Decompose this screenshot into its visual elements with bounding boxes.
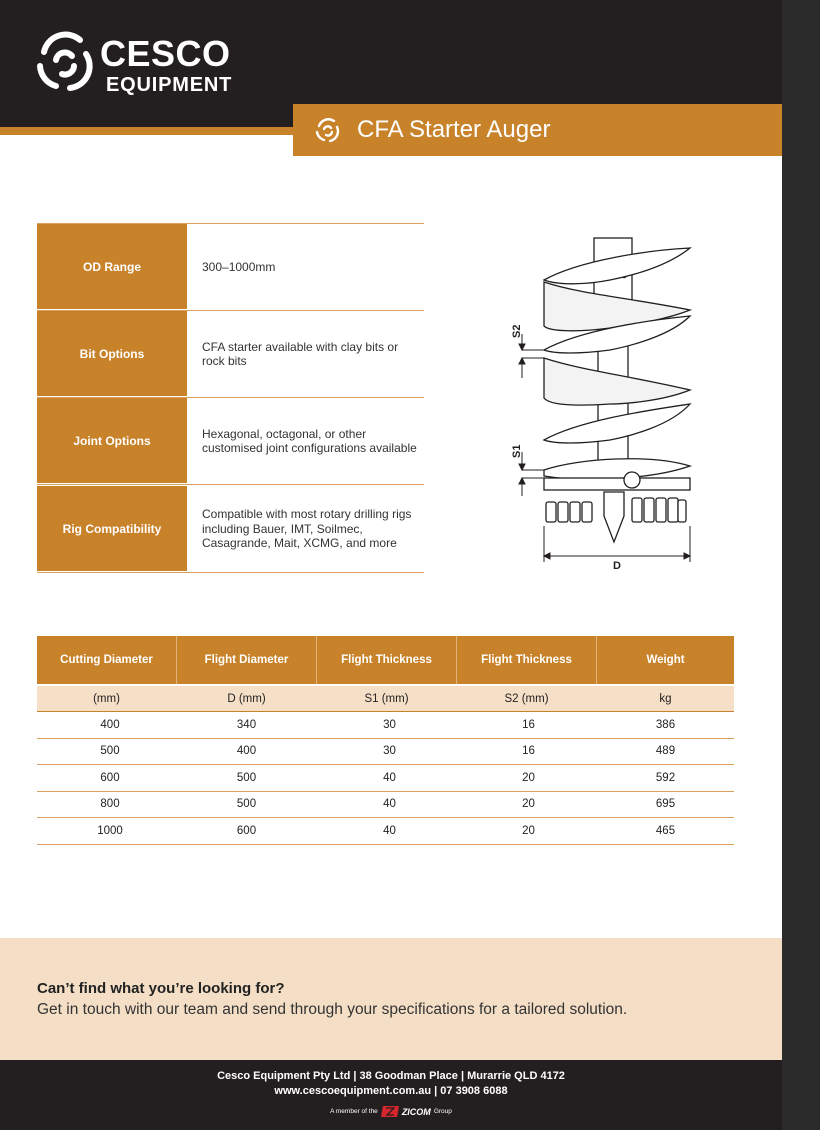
- table-cell: 40: [383, 824, 396, 837]
- table-cell: 16: [522, 745, 535, 758]
- unit-cell: D (mm): [227, 692, 266, 705]
- callout-text: Get in touch with our team and send through your specifications for a tailored solution.: [37, 1001, 628, 1018]
- table-row: [37, 765, 734, 792]
- table-cell: 489: [655, 745, 676, 758]
- spec-value: CFA starter available with clay bits or rock bits: [202, 339, 399, 368]
- footer: [0, 1060, 782, 1130]
- column-header: Flight Thickness: [481, 654, 572, 666]
- callout-heading: Can’t find what you’re looking for?: [37, 980, 285, 997]
- zicom-logo-icon: [381, 1106, 399, 1117]
- table-cell: 40: [383, 798, 396, 811]
- spec-row: [37, 311, 424, 398]
- table-cell: 20: [522, 771, 535, 784]
- group-membership: [0, 1106, 782, 1117]
- group-suffix: Group: [433, 1108, 452, 1115]
- dimension-label-s1: S1: [511, 444, 523, 458]
- spec-row: [37, 224, 424, 311]
- brand-name: CESCO: [100, 33, 231, 74]
- spec-row: [37, 486, 424, 573]
- column-header: Cutting Diameter: [60, 654, 153, 666]
- table-cell: 400: [236, 745, 257, 758]
- viewer-background: [782, 0, 820, 1130]
- member-prefix: A member of the: [330, 1108, 378, 1115]
- table-cell: 500: [236, 771, 257, 784]
- spec-value: 300–1000mm: [202, 259, 276, 274]
- units-row: [37, 686, 734, 712]
- table-cell: 340: [236, 718, 257, 731]
- dimension-table-header: [37, 636, 734, 684]
- company-address: Cesco Equipment Pty Ltd | 38 Goodman Place | Murarrie QLD 4172: [217, 1070, 565, 1082]
- product-title-bar: [293, 104, 782, 156]
- table-row: [37, 818, 734, 845]
- group-name: ZICOM: [401, 1106, 431, 1117]
- dimension-label-s2: S2: [511, 324, 523, 338]
- table-cell: 800: [100, 798, 120, 811]
- table-cell: 16: [522, 718, 535, 731]
- cesco-logo-icon: [34, 30, 96, 94]
- spec-value: Compatible with most rotary drilling rigs including Bauer, IMT, Soilmec, Casagrande, Mait, XCMG, and more: [202, 507, 412, 551]
- unit-cell: kg: [659, 692, 672, 705]
- unit-cell: S2 (mm): [504, 692, 549, 705]
- column-header: Weight: [646, 654, 685, 666]
- table-cell: 500: [236, 798, 257, 811]
- column-header: Flight Diameter: [204, 654, 289, 666]
- dimension-label-d: D: [613, 560, 621, 572]
- table-row: [37, 712, 734, 739]
- table-cell: 1000: [97, 824, 123, 837]
- table-cell: 40: [383, 771, 396, 784]
- contact-callout: [0, 938, 782, 1060]
- spec-label: Rig Compatibility: [37, 486, 187, 572]
- accent-stripe: [0, 127, 300, 135]
- table-cell: 500: [100, 745, 120, 758]
- spec-value: Hexagonal, octagonal, or other customised joint configurations available: [202, 426, 417, 455]
- column-header: Flight Thickness: [341, 654, 432, 666]
- unit-cell: (mm): [93, 692, 120, 705]
- spec-label: Bit Options: [37, 311, 187, 397]
- table-cell: 600: [236, 824, 257, 837]
- auger-diagram: [500, 230, 700, 575]
- table-cell: 695: [655, 798, 676, 811]
- table-cell: 20: [522, 824, 535, 837]
- table-cell: 20: [522, 798, 535, 811]
- table-row: [37, 792, 734, 819]
- table-cell: 30: [383, 745, 396, 758]
- brand-subname: EQUIPMENT: [106, 74, 233, 96]
- table-cell: 386: [655, 718, 676, 731]
- website-phone[interactable]: www.cescoequipment.com.au | 07 3908 6088: [274, 1085, 508, 1097]
- table-cell: 600: [100, 771, 120, 784]
- product-title: CFA Starter Auger: [357, 116, 551, 143]
- table-cell: 30: [383, 718, 396, 731]
- cesco-swirl-icon: [315, 117, 341, 143]
- spec-row: [37, 398, 424, 485]
- unit-cell: S1 (mm): [364, 692, 409, 705]
- spec-label: OD Range: [37, 224, 187, 310]
- spec-label: Joint Options: [37, 398, 187, 484]
- table-row: [37, 739, 734, 766]
- table-cell: 465: [655, 824, 676, 837]
- table-cell: 400: [100, 718, 120, 731]
- table-cell: 592: [655, 771, 676, 784]
